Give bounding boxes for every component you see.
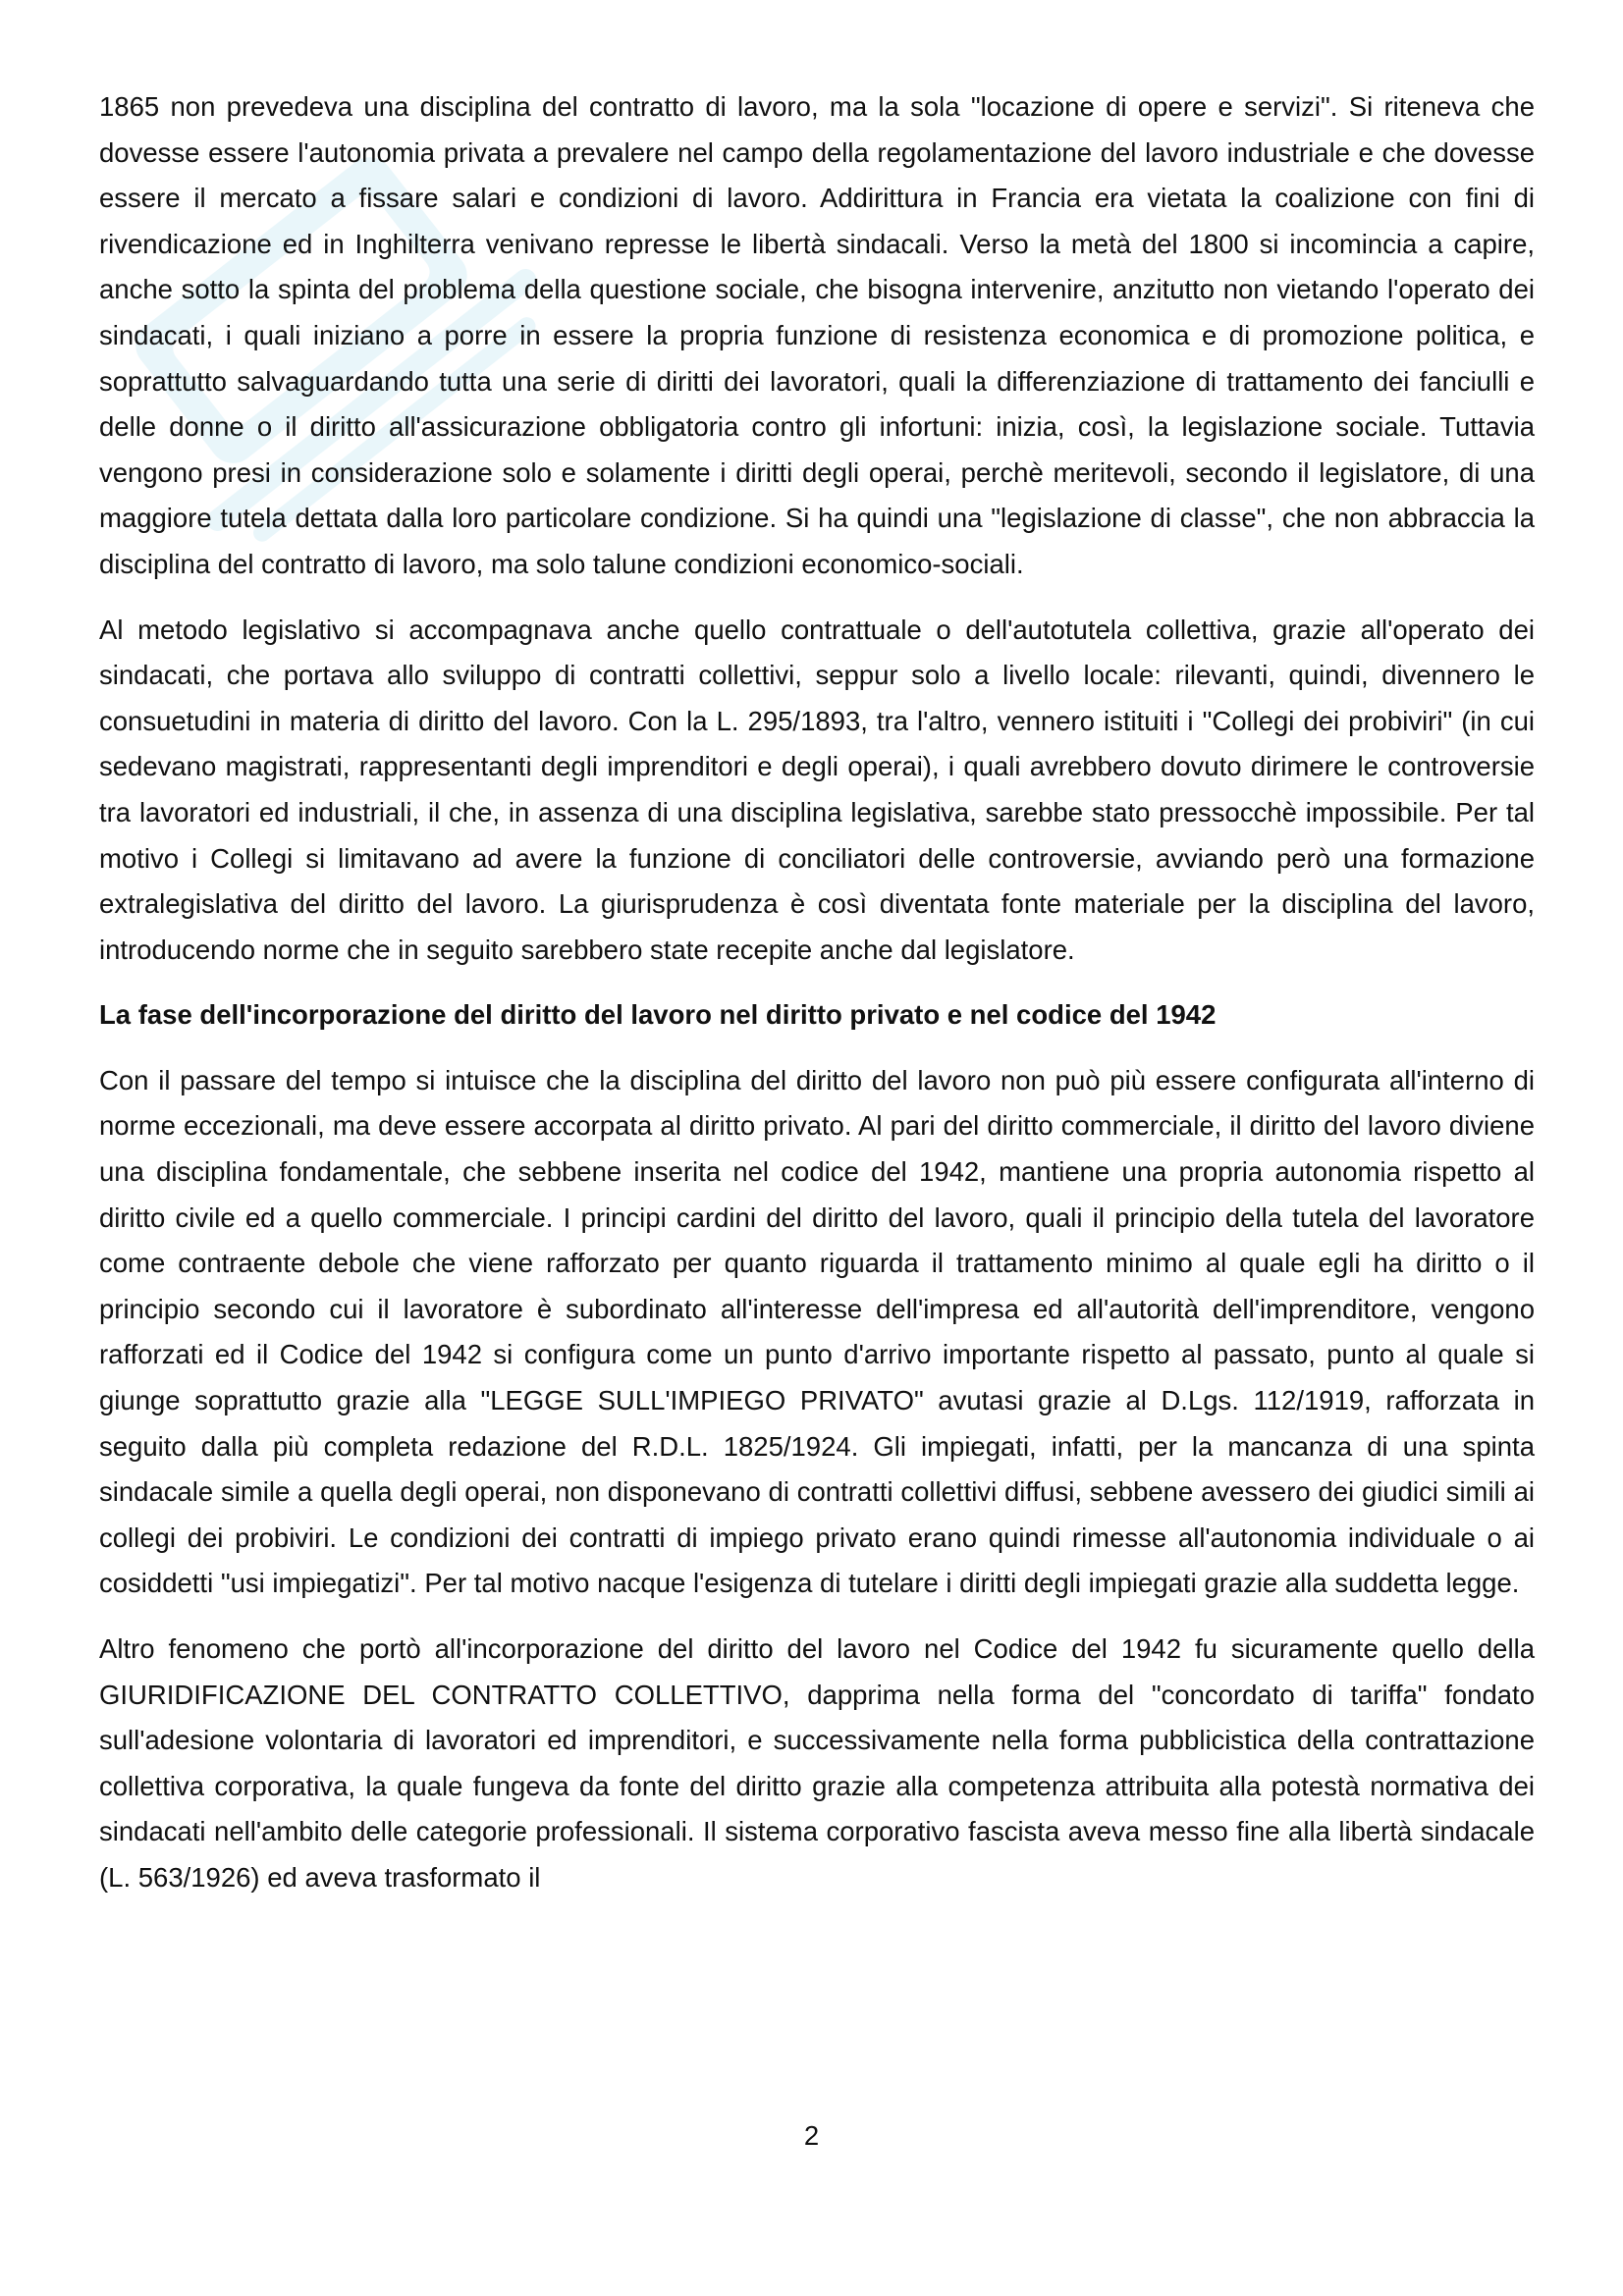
paragraph-1: 1865 non prevedeva una disciplina del contratto di lavoro, ma la sola "locazione di opere e servizi". Si riteneva che dovesse essere l'autonomia privata a prevalere nel campo della regolamentazione del lavoro industriale e che dovesse essere il mercato a fissare salari e condizioni di lavoro. Addirittura in Francia era vietata la coalizione con fini di rivendicazione ed in Inghilterra venivano represse le libertà sindacali. Verso la metà del 1800 si incomincia a capire, anche sotto la spinta del problema della questione sociale, che bisogna intervenire, anzitutto non vietando l'operato dei sindacati, i quali iniziano a porre in essere la propria funzione di resistenza economica e di promozione politica, e soprattutto salvaguardando tutta una serie di diritti dei lavoratori, quali la differenziazione di trattamento dei fanciulli e delle donne o il diritto all'assicurazione obbligatoria contro gli infortuni: inizia, così, la legislazione sociale. Tuttavia vengono presi in considerazione solo e solamente i diritti degli operai, perchè meritevoli, secondo il legislatore, di una maggiore tutela dettata dalla loro particolare condizione. Si ha quindi una "legislazione di classe", che non abbraccia la disciplina del contratto di lavoro, ma solo talune condizioni economico-sociali. [99,91,1535,579]
paragraph-3: Con il passare del tempo si intuisce che la disciplina del diritto del lavoro non può più essere configurata all'interno di norme eccezionali, ma deve essere accorpata al diritto privato. Al pari del diritto commerciale, il diritto del lavoro diviene una disciplina fondamentale, che sebbene inserita nel codice del 1942, mantiene una propria autonomia rispetto al diritto civile ed a quello commerciale. I principi cardini del diritto del lavoro, quali il principio della tutela del lavoratore come contraente debole che viene rafforzato per quanto riguarda il trattamento minimo al quale egli ha diritto o il principio secondo cui il lavoratore è subordinato all'interesse dell'impresa ed all'autorità dell'imprenditore, vengono rafforzati ed il Codice del 1942 si configura come un punto d'arrivo importante rispetto al passato, punto al quale si giunge soprattutto grazie alla "LEGGE SULL'IMPIEGO PRIVATO" avutasi grazie al D.Lgs. 112/1919, rafforzata in seguito dalla più completa redazione del R.D.L. 1825/1924. Gli impiegati, infatti, per la mancanza di una spinta sindacale simile a quella degli operai, non disponevano di contratti collettivi diffusi, sebbene avessero dei giudici simili ai collegi dei probiviri. Le condizioni dei contratti di impiego privato erano quindi rimesse all'autonomia individuale o ai cosiddetti "usi impiegatizi". Per tal motivo nacque l'esigenza di tutelare i diritti degli impiegati grazie alla suddetta legge. [99,1064,1535,1599]
page-number: 2 [803,2120,820,2151]
paragraph-4: Altro fenomeno che portò all'incorporazione del diritto del lavoro nel Codice del 1942 fu sicuramente quello della GIURIDIFICAZIONE DEL CONTRATTO COLLETTIVO, dapprima nella forma del "concordato di tariffa" fondato sull'adesione volontaria di lavoratori ed imprenditori, e successivamente nella forma pubblicistica della contrattazione collettiva corporativa, la quale fungeva da fonte del diritto grazie alla competenza attribuita alla potestà normativa dei sindacati nell'ambito delle categorie professionali. Il sistema corporativo fascista aveva messo fine alla libertà sindacale (L. 563/1926) ed aveva trasformato il [99,1633,1535,1893]
section-heading: La fase dell'incorporazione del diritto del lavoro nel diritto privato e nel codice del 1942 [99,999,1217,1031]
paragraph-2: Al metodo legislativo si accompagnava anche quello contrattuale o dell'autotutela collettiva, grazie all'operato dei sindacati, che portava allo sviluppo di contratti collettivi, seppur solo a livello locale: rilevanti, quindi, divennero le consuetudini in materia di diritto del lavoro. Con la L. 295/1893, tra l'altro, vennero istituiti i "Collegi dei probiviri" (in cui sedevano magistrati, rappresentanti degli imprenditori e degli operai), i quali avrebbero dovuto dirimere le controversie tra lavoratori ed industriali, il che, in assenza di una disciplina legislativa, sarebbe stato pressocchè impossibile. Per tal motivo i Collegi si limitavano ad avere la funzione di conciliatori delle controversie, avviando però una formazione extralegislativa del diritto del lavoro. La giurisprudenza è così diventata fonte materiale per la disciplina del lavoro, introducendo norme che in seguito sarebbero state recepite anche dal legislatore. [99,614,1535,965]
document-page [99,84,1535,1921]
